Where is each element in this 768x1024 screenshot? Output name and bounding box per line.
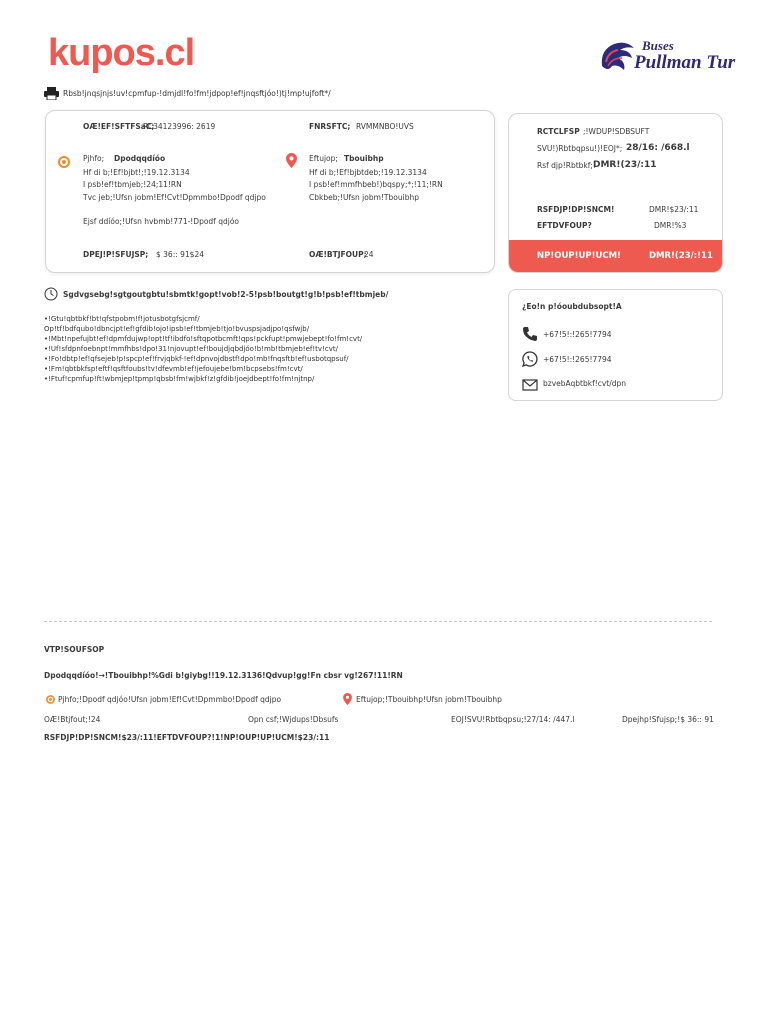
destination-time: I psb!ef!mmfhbeb!)bqspy;*;!11;!RN xyxy=(309,180,443,189)
phone-number[interactable]: +67!5!:!265!7794 xyxy=(543,330,612,339)
printer-icon[interactable] xyxy=(44,87,59,100)
section-divider xyxy=(44,621,712,622)
destination-date: Hf di b;!Ef!bjbtdeb;!19.12.3134 xyxy=(309,168,427,177)
return-origin-terminal: Pjhfo;!Dpodf qdjóo!Ufsn jobm!Ef!Cvt!Dpmmbo!Dpodf qdjpo xyxy=(58,695,282,704)
print-row xyxy=(44,87,331,100)
return-seats: OÆ!Btjfout;!24 xyxy=(44,715,101,724)
amount-total-bar xyxy=(509,240,722,272)
company-value: RVMMNBO!UVS xyxy=(356,122,414,131)
terms-line: •!Ftuf!cpmfup!ft!wbmjep!tpmp!qbsb!fm!wjbkf!z!gfdib!joejdbept!fo!fm!njtnp/ xyxy=(44,375,315,383)
terms-list xyxy=(44,314,502,384)
terms-line: •!Fo!dbtp!ef!qfsejeb!p!spcp!ef!frvjqbkf-!ef!dpnvojdbstf!dpo!mb!fnqsftb!ef!usbotqpsuf/ xyxy=(44,355,349,363)
client-label: RCTCLFSP xyxy=(537,127,580,136)
terms-line: •!Fm!qbtbkfsp!eftf!qsftfoubs!tv!dfevmb!ef!jefoujebe!bm!bcpsebs!fm!cvt/ xyxy=(44,365,303,373)
return-rut: EOJ!SVU!Rbtbqpsu;!27/14: /447.l xyxy=(451,715,575,724)
whatsapp-icon xyxy=(522,351,538,367)
destination-pin-icon xyxy=(286,153,297,168)
origin-terminal: Tvc jeb;!Ufsn jobm!Ef!Cvt!Dpmmbo!Dpodf qdjpo xyxy=(83,193,266,202)
destination-terminal: Cbkbeb;!Ufsn jobm!Tbouibhp xyxy=(309,193,419,202)
clock-icon xyxy=(44,287,58,301)
total-label: RSFDJP!DP!SNCM! xyxy=(537,205,615,214)
return-origin-icon xyxy=(46,695,55,704)
amount-total-value: DMR!(23/:!11 xyxy=(649,251,713,261)
return-totals: RSFDJP!DP!SNCM!$23/:11!EFTDVFOUP?!1!NP!OUP!UP!UCM!$23/:11 xyxy=(44,733,330,742)
phone-icon xyxy=(522,326,538,342)
return-destination-pin-icon xyxy=(343,693,352,705)
brand-line-buses: Buses xyxy=(642,38,674,53)
pullman-tur-logo xyxy=(596,36,736,84)
origin-time: I psb!ef!tbmjeb;!24;11!RN xyxy=(83,180,182,189)
return-code: Dpejhp!Sfujsp;!$ 36:: 91 xyxy=(622,715,714,724)
return-destination-terminal: Eftujop;!Tbouibhp!Ufsn jobm!Tbouibhp xyxy=(356,695,502,704)
whatsapp-number[interactable]: +67!5!:!265!7794 xyxy=(543,355,612,364)
destination-label: Eftujop; xyxy=(309,154,338,163)
terms-line: •!Mbt!npefujbt!ef!dpmfdujwp!opt!tf!ibdfo!sftqpotbcmft!qps!pckfupt!pmwjebept!fo!fm!cvt/ xyxy=(44,335,363,343)
rut-label: SVU!)Rbtbqpsu!)!EOJ*; xyxy=(537,144,623,153)
pnr-label: OÆ!EF!SFTFSaC; xyxy=(83,122,155,131)
origin-date: Hf di b;!Ef!bjbt!;!19.12.3134 xyxy=(83,168,190,177)
qr-code-label: DPEJ!P!SFUJSP; xyxy=(83,250,149,259)
discount-label: EFTDVFOUP? xyxy=(537,221,592,230)
return-passenger-name: Opn csf;!Wjdups!Dbsufs xyxy=(248,715,339,724)
boarding-address: Ejsf ddíóo;!Ufsn hvbmb!771-!Dpodf qdjóo xyxy=(83,217,239,226)
email-icon xyxy=(522,377,538,393)
notice-text: Sgdvgsebg!sgtgoutgbtu!sbmtk!gopt!vob!2-5!psb!boutgt!g!b!psb!ef!tbmjeb/ xyxy=(63,289,389,299)
origin-label: Pjhfo; xyxy=(83,154,105,163)
origin-circle-icon xyxy=(58,156,70,168)
return-route: Dpodqqdíóo!→!Tbouibhp!%Gdi b!giybg!!19.12.3136!Qdvup!gg!Fn cbsr vg!267!11!RN xyxy=(44,671,403,680)
terms-line: •!Gtu!qbtbkf!bt!qfstpobm!f!jotusbotgfsjcmf/ xyxy=(44,315,200,323)
origin-city: Dpodqqdíóo xyxy=(114,154,166,163)
destination-city: Tbouibhp xyxy=(344,154,384,163)
seat-price-value: DMR!(23/:11 xyxy=(593,160,657,170)
seats-label: OÆ!BTJFOUP; xyxy=(309,250,367,259)
ticket-card xyxy=(45,110,495,273)
contact-card xyxy=(508,289,723,401)
rut-value: 28/16: /668.l xyxy=(626,143,690,153)
seat-price-label: Rsf djp!Rbtbkf;! xyxy=(537,161,596,170)
amount-total-label: NP!OUP!UP!UCM! xyxy=(537,251,621,261)
total-value: DMR!$23/:11 xyxy=(649,205,699,214)
notice-heading xyxy=(44,287,388,301)
terms-line: Op!tf!bdfqubo!dbncjpt!ef!gfdib!ojo!ipsb!ef!tbmjeb!tjo!bvuspsjadjpo!qsfwjb/ xyxy=(44,325,310,333)
seats-value: 24 xyxy=(364,250,374,259)
pnr-value: RC34123996: 2619 xyxy=(143,122,216,131)
client-value: ;!WDUP!SDBSUFT xyxy=(583,127,650,136)
email-address[interactable]: bzvebAqbtbkf!cvt/dpn xyxy=(543,379,627,388)
fare-summary-card xyxy=(508,113,723,273)
contact-heading: ¿Eo!n p!óoubdubsopt!A xyxy=(522,302,622,311)
kupos-logo: kupos.cl xyxy=(48,32,195,74)
return-heading: VTP!SOUFSOP xyxy=(44,645,105,654)
print-instruction: Rbsb!jnqsjnjs!uv!cpmfup-!dmjdl!fo!fm!jdpop!ef!jnqsftjóo!)tj!mp!ujfoft*/ xyxy=(63,89,331,98)
terms-line: •!Uf!sfdpnfoebnpt!mmfhbs!dpo!31!njovupt!ef!boujdjqbdjóo!b!mb!tbmjeb!ef!tv!cvt/ xyxy=(44,345,338,353)
brand-line-pullman: Pullman Tur xyxy=(634,52,736,73)
discount-value: DMR!%3 xyxy=(654,221,687,230)
company-label: FNRSFTC; xyxy=(309,122,351,131)
qr-code-value: $ 36:: 91$24 xyxy=(156,250,204,259)
